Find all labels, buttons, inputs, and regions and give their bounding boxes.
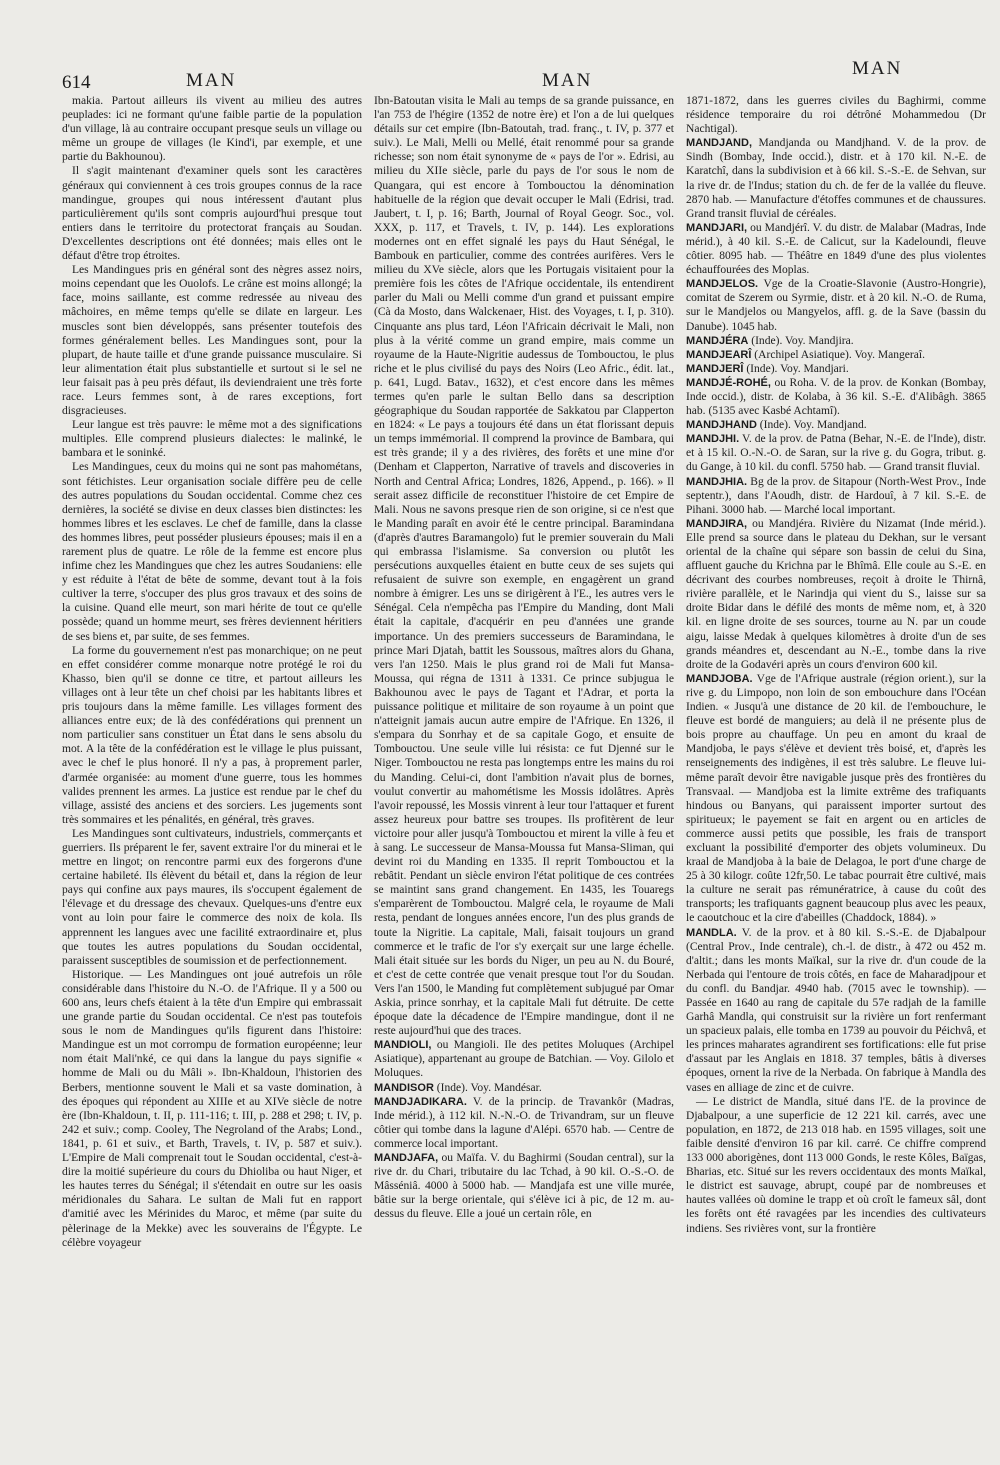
entry-headword: MANDJAND,	[686, 137, 752, 150]
dictionary-entry	[374, 1081, 674, 1095]
dictionary-entry	[374, 1038, 674, 1080]
entry-text: (Archipel Asiatique). Voy. Mangeraî.	[751, 348, 925, 361]
paragraph: Les Mandingues, ceux du moins qui ne sont pas mahométans, sont fétichistes. Leur organisation sociale diffère peu de celle des autres populations du Soudan occidental. Comme chez ces dernières, la société se divise en deux classes bien distinctes: les hommes libres et les esclaves. Le chef de famille, dans la classe des hommes libres, peut posséder plusieurs épouses; mais il en a rarement plus de quatre. Le rôle de la femme est encore plus infime chez les Mandingues que chez les autres Soudaniens: elle y est réduite à l'état de bête de somme, devant tout à la fois cultiver la terre, s'occuper des plus gros travaux et des soins de la cuisine. Quand elle meurt, son mari hérite de tout ce qu'elle possède; quand un homme meurt, ses frères deviennent héritiers de ses biens et, par suite, de ses femmes.	[62, 461, 362, 643]
paragraph: Leur langue est très pauvre: le même mot a des significations multiples. Elle comprend plusieurs dialectes: le malinké, le bambara et le soninké.	[62, 419, 362, 460]
paragraph: — Le district de Mandla, situé dans l'E. de la province de Djabalpour, a une superficie de 12 221 kil. carrés, avec une population, en 1872, de 213 018 hab. en 1595 villages, soit une faible densité d'environ 16 par kil. carré. Ce chiffre comprend 133 000 aborigènes, dont 113 000 Gonds, le reste Kôles, Baïgas, Bharias, etc. Situé sur les revers occidentaux des monts Maïkal, le district est sauvage, abrupt, coupé par de nombreuses et hautes vallées où domine le trapp et où croît le fameux sâl, dont les forêts ont été ravagées par les incendies des cultivateurs indiens. Ses rivières vont, sur la frontière	[686, 1095, 986, 1235]
entry-headword: MANDJELOS.	[686, 278, 759, 291]
entry-headword: MANDISOR	[374, 1081, 434, 1094]
column-3	[686, 94, 986, 1454]
entry-headword: MANDJEARÎ	[686, 348, 752, 361]
entry-headword: MANDIOLI,	[374, 1039, 432, 1052]
entry-headword: MANDJOBA.	[686, 672, 753, 685]
entry-text: ou Roha. V. de la prov. de Konkan (Bombay, Inde occid.), distr. de Kolaba, à 36 kil. S.-E. d'Alibâgh. 3865 hab. (5135 avec Kasbé Achtamî).	[686, 376, 986, 418]
paragraph: La forme du gouvernement n'est pas monarchique; on ne peut en effet considérer comme monarque notre protégé le roi du Khasso, bien qu'il se donne ce titre, et partout ailleurs les villages ont à leur tête un chef choisi par les habitants libres et pris toujours dans la même famille. Les villages forment des alliances entre eux; de là des confédérations qui prennent un nom particulier sans constituer un État dans le sens absolu du mot. A la tête de la confédération est le village le plus puissant, avec le chef le plus honoré. Il n'y a pas, à proprement parler, d'armée organisée: au moment d'une guerre, tous les hommes valides prennent les armes. La justice est rendue par le chef du village, assisté des anciens et des sorciers. Les jugements sont très sommaires et les pénalités, en général, très graves.	[62, 644, 362, 826]
entry-headword: MANDJIRA,	[686, 517, 748, 530]
dictionary-entry	[686, 334, 986, 348]
page-header	[62, 58, 976, 92]
paragraph: 1871-1872, dans les guerres civiles du Baghirmi, comme résidence temporaire du roi détrôné Mohammedou (Dr Nachtigal).	[686, 95, 986, 136]
paragraph: Les Mandingues pris en général sont des nègres assez noirs, moins cependant que les Ouolofs. Le crâne est moins allongé; la face, moins saillante, est comme redressée au niveau des mâchoires, en même temps qu'elle se dilate en largeur. Les muscles sont bien développés, sans présenter toutefois des formes généralement belles. Les Mandingues sont, pour la plupart, de haute taille et d'une grande puissance musculaire. Si leur alimentation était plus substantielle et surtout si le sel ne leur faisait pas à peu près défaut, ils deviendraient une très forte race. Leurs femmes sont, à de rares exceptions, fort disgracieuses.	[62, 264, 362, 418]
entry-headword: MANDJERÎ	[686, 362, 744, 375]
entry-text: V. de la princip. de Travankôr (Madras, Inde mérid.), à 112 kil. N.-N.-O. de Trivandram, sur un fleuve côtier qui tombe dans la lagune d'Alépi. 6570 hab. — Centre de commerce local important.	[374, 1095, 674, 1150]
dictionary-entry	[686, 362, 986, 376]
entry-headword: MANDJHAND	[686, 419, 757, 432]
entry-text: Bg de la prov. de Sitapour (North-West Prov., Inde septentr.), dans l'Aoudh, distr. de Hardouî, à 7 kil. S.-E. de Pihani. 3000 hab. — Marché local important.	[686, 475, 986, 516]
column-1	[62, 94, 362, 1454]
running-head-right: MAN	[852, 58, 903, 79]
entry-headword: MANDJARI,	[686, 221, 748, 234]
paragraph: Les Mandingues sont cultivateurs, industriels, commerçants et guerriers. Ils préparent le fer, savent extraire l'or du minerai et le mettre en lingot; on rencontre parmi eux des forgerons d'une certaine habileté. Ils élèvent du bétail et, dans la région de leur pays qui confine aux pays maures, ils s'occupent également de l'élevage et du dressage des chevaux. Quelques-uns d'entre eux vont au loin pour faire le commerce des noix de kola. Ils apprennent les langues avec une facilité extraordinaire et, plus que toutes les autres populations du Soudan occidental, paraissent susceptibles de soumission et de perfectionnement.	[62, 827, 362, 967]
running-head-left: MAN	[186, 70, 237, 91]
entry-headword: MANDLA.	[686, 926, 737, 939]
entry-text: ou Mangioli. Ile des petites Moluques (Archipel Asiatique), appartenant au groupe de Batchian. — Voy. Gilolo et Moluques.	[374, 1039, 674, 1080]
entry-headword: MANDJADIKARA.	[374, 1095, 467, 1108]
dictionary-entry	[686, 348, 986, 362]
paragraph: Ibn-Batoutan visita le Mali au temps de sa grande puissance, en l'an 753 de l'hégire (1352 de notre ère) et l'on a de lui quelques détails sur cet empire (Ibn-Batoutah, trad. franç., t. IV, p. 377 et suiv.). Le Mali, Melli ou Mellé, était renommé pour sa grande richesse; son nom était synonyme de « pays de l'or ». Edrisi, au milieu du XIIe siècle, parle du pays de l'or sous le nom de Quangara, qui est encore à Tombouctou la dénomination habituelle de la région que devait occuper le Mali (Edrisi, trad. Jaubert, t. I, p. 16; Barth, Journal of Royal Geogr. Soc., vol. XXX, p. 117, et Travels, t. IV, p. 144). Les explorations modernes ont en effet signalé les pays du Haut Sénégal, le Bambouk en particulier, comme des contrées aurifères. Vers le milieu du XVe siècle, alors que les Portugais visitaient pour la première fois les côtes de l'Afrique occidentale, ils entendirent parler du Mali ou Melli comme d'un grand et puissant empire (Cà da Mosto, dans Walckenaer, Hist. des Voyages, t. I, p. 310). Cinquante ans plus tard, Léon l'Africain décrivait le Mali, non plus à la vérité comme un grand empire, mais comme un royaume de la Haute-Nigritie audessus de Tombouctou, le plus riche et le plus civilisé du pays des Noirs (Leo Afric., édit. lat., p. 641, Lugd. Batav., 1632), et c'est encore dans les mêmes termes qu'en parle le sultan Bello dans sa description géographique du Soudan rapportée de Sakkatou par Clapperton en 1824: « Le pays a toujours été dans un état florissant depuis un temps immémorial. Il comprend la province de Bambara, qui est très grande; il y a des rivières, des forêts et une mine d'or (Denham et Clapperton, Narrative of travels and discoveries in North and Central Africa; Londres, 1826, Append., p. 166). » Il serait assez difficile de reconstituer l'histoire de cet Empire de Mali. Nous ne savons presque rien de son origine, si ce n'est que le Manding paraît en avoir été le centre principal. Baramindana (d'après d'autres Baramangolo) fut le premier souverain du Mali qui embrassa l'islamisme. Sa conversion ou plutôt les persécutions auxquelles étaient en butte ceux de ses sujets qui refusaient de suivre son exemple, en engagèrent un grand nombre à émigrer. Les uns se dirigèrent à l'E., les autres vers le Sénégal. Cela n'empêcha pas l'Empire du Manding, dont Mali était la capitale, d'acquérir en peu d'années une grande importance. Un des premiers successeurs de Baramindana, le prince Mari Djatah, battit les Soussous, maîtres alors du Ghana, vers l'an 1250. Mais le plus grand roi de Mali fut Mansa-Moussa, qui régna de 1311 à 1331. Ce prince subjugua le Bakhounou avec le pays de Tagant et l'Adrar, et porta la puissance politique et militaire de son royaume à un point que n'atteignit jamais aucun autre empire de l'Afrique. En 1326, il s'empara du Sonrhay et de sa capitale Gogo, et ensuite de Tombouctou. Une seule ville lui résista: ce fut Djenné sur le Niger. Tombouctou ne resta pas longtemps entre les mains du roi du Manding. Celui-ci, dont l'ambition n'avait plus de bornes, voulut convertir au mahométisme les Mossis idolâtres. Après l'avoir repoussé, les Mossis vinrent à leur tour l'attaquer et furent assez heureux pour battre ses troupes. Ils profitèrent de leur victoire pour aller jusqu'à Tombouctou et mirent la ville à feu et à sang. Le successeur de Mansa-Moussa fut Mansa-Sliman, qui devint roi du Manding en 1335. Il reprit Tombouctou et la rebâtit. Pendant un siècle environ l'état politique de ces contrées se maintint sans grand changement. En 1435, les Touaregs s'emparèrent de Tombouctou. Malgré cela, le royaume de Mali resta, pendant de longues années encore, l'un des plus grands de toute la Nigritie. La capitale, Mali, faisait toujours un grand commerce et le trafic de l'or s'y exerçait sur une large échelle. Mali était située sur les bords du Niger, un peu au N. du Bouré, et c'est de cette contrée que venait presque tout l'or du Soudan. Vers l'an 1500, le Manding fut complètement subjugué par Omar Askia, prince sonrhay, et la capitale Mali fut détruite. De cette époque date la décadence de l'Empire mandingue, dont il ne reste aujourd'hui que des traces.	[374, 95, 674, 1038]
dictionary-entry	[686, 221, 986, 277]
dictionary-entry	[686, 376, 986, 418]
dictionary-entry	[686, 418, 986, 432]
entry-headword: MANDJHIA.	[686, 475, 748, 488]
page-number: 614	[62, 72, 91, 93]
paragraph: Historique. — Les Mandingues ont joué autrefois un rôle considérable dans l'histoire du N.-O. de l'Afrique. Il y a 500 ou 600 ans, leurs chefs étaient à la tête d'un Empire qui embrassait une grande partie du Soudan occidental. Ce n'est pas toutefois sous le nom de Mandingues qu'ils figurent dans l'histoire: Mandingue est un mot corrompu de formation européenne; leur nom était Mali'nké, ce qui dans la langue du pays signifie « homme de Mali ou du Mâli ». Ibn-Khaldoun, l'historien des Berbers, mentionne souvent le Mali et sa vaste domination, à des époques qui répondent au XIIIe et au XIVe siècle de notre ère (Ibn-Khaldoun, t. II, p. 111-116; t. III, p. 288 et 298; t. IV, p. 242 et suiv.; comp. Cooley, The Negroland of the Arabs; Lond., 1841, p. 61 et suiv., et Barth, Travels, t. IV, p. 587 et suiv.). L'Empire de Mali comprenait tout le Soudan occidental, c'est-à-dire la moitié supérieure du cours du Dhioliba ou haut Niger, et les hautes terres du Sénégal; il s'étendait en outre sur les oasis méridionales du Sahara. Le sultan de Mali fut en rapport d'amitié avec les Mérinides du Maroc, et même (par suite du pèlerinage de la Mekke) avec les souverains de l'Égypte. Le célèbre voyageur	[62, 968, 362, 1249]
running-head-center: MAN	[542, 70, 593, 91]
entry-text: (Inde). Voy. Mandésar.	[433, 1081, 542, 1094]
entry-text: ou Maïfa. V. du Baghirmi (Soudan central), sur la rive dr. du Chari, tributaire du lac Tchad, à 90 kil. O.-S.-O. de Mâsséniâ. 4000 à 5000 hab. — Mandjafa est une ville murée, bâtie sur la berge orientale, qui s'élève ici à pic, de 12 m. au-dessus du fleuve. Elle a joué un certain rôle, en	[374, 1152, 674, 1221]
entry-headword: MANDJHI.	[686, 433, 740, 446]
dictionary-entry	[686, 517, 986, 672]
entry-headword: MANDJAFA,	[374, 1152, 439, 1165]
entry-headword: MANDJÉRA	[686, 334, 749, 347]
dictionary-entry	[686, 672, 986, 926]
dictionary-entry	[686, 432, 986, 474]
entry-text: V. de la prov. de Patna (Behar, N.-E. de l'Inde), distr. et à 15 kil. O.-N.-O. de Saran, sur la rive g. du Gogra, tribut. g. du Gange, à 10 kil. du confl. 5750 hab. — Grand transit fluvial.	[686, 433, 986, 474]
column-2	[374, 94, 674, 1454]
dictionary-entry	[686, 926, 986, 1095]
entry-text: Vge de la Croatie-Slavonie (Austro-Hongrie), comitat de Szerem ou Syrmie, distr. et à 20 kil. N.-O. de Ruma, sur le Mandjelos ou Mangyelos, affl. g. de la Save (bassin du Danube). 1045 hab.	[686, 278, 986, 333]
entry-text: Vge de l'Afrique australe (région orient.), sur la rive g. du Limpopo, non loin de son embouchure dans l'Océan Indien. « Jusqu'à une distance de 20 kil. de l'embouchure, le fleuve est bordé de manguiers; au delà il ne présente plus de bois propre au chauffage. Un peu en amont du kraal de Mandjoba, le pays s'élève et devient très boisé, et, d'après les renseignements des indigènes, il est très salubre. Le fleuve lui-même paraît devoir être navigable jusque près des frontières du Transvaal. — Mandjoba est la limite extrême des trafiquants hindous ou Banyans, qui paraissent importer surtout des spiritueux; le payement se fait en argent ou en articles de commerce aussi petits que possible, les frais de transport excluant la possibilité d'emporter des objets volumineux. Du kraal de Mandjoba à la baie de Delagoa, le port d'une charge de 25 à 30 kilogr. coûte 12fr,50. Le tabac pourrait être cultivé, mais la culture ne serait pas rémunératrice, à cause du coût des transports; les trafiquants gagnent beaucoup plus avec les peaux, le caoutchouc et la cire d'abeilles (Chaddock, 1884). »	[686, 672, 986, 925]
entry-text: Mandjanda ou Mandjhand. V. de la prov. de Sindh (Bombay, Inde occid.), distr. et à 170 kil. N.-E. de Karatchî, dans la subdivision et à 66 kil. S.-S.-E. de Sehvan, sur la rive dr. de l'Indus; station du ch. de fer de la vallée du fleuve. 2870 hab. — Manufacture d'étoffes communes et de chaussures. Grand transit fluvial de céréales.	[686, 137, 986, 220]
dictionary-entry	[686, 277, 986, 333]
entry-text: (Inde). Voy. Mandjand.	[756, 419, 867, 432]
dictionary-entry	[686, 475, 986, 517]
paragraph: makia. Partout ailleurs ils vivent au milieu des autres peuplades: ici ne formant qu'une faible partie de la population d'un village, là au contraire occupant presque seuls un village ou même un groupe de villages (le Kind'i, par exemple, et une partie du Bakhounou).	[62, 95, 362, 164]
dictionary-entry	[374, 1095, 674, 1151]
entry-text: (Inde). Voy. Mandjari.	[743, 362, 849, 375]
entry-headword: MANDJÉ-ROHÉ,	[686, 376, 771, 389]
entry-text: V. de la prov. et à 80 kil. S.-S.-E. de Djabalpour (Central Prov., Inde centrale), ch.-l. de distr., à 472 ou 452 m. d'altit.; dans les monts Maïkal, sur la rive dr. d'un coude de la Nerbada qui l'entoure de trois côtés, en face de Maharadjpour et du confl. du Bandjar. 4940 hab. (7015 avec le township). — Passée en 1640 au rang de capitale du 57e radjah de la famille Garhâ Mandla, qui construisit sur la rivière un fort renfermant un spacieux palais, elle tomba en 1739 au pouvoir du Péichvâ, et les princes maharates agrandirent ses fortifications: elle fut prise d'assaut par les Anglais en 1818. 37 temples, bâtis à diverses époques, ornent la rive de la Nerbada. On fabrique à Mandla des vases en alliage de zinc et de cuivre.	[686, 926, 986, 1094]
dictionary-entry	[686, 136, 986, 221]
dictionary-entry	[374, 1151, 674, 1221]
entry-text: ou Mandjéra. Rivière du Nizamat (Inde mérid.). Elle prend sa source dans le plateau du Dekhan, sur le versant oriental de la chaîne qui sépare son bassin de celui du Sina, affluent gauche du Krichna par le Bhîmâ. Elle coule au S.-E. en décrivant des courbes nombreuses, reçoit à droite le Thirnâ, rivière parallèle, et le Narindja qui vient du S., laisse sur sa droite Bidar dans le défilé des monts de même nom, et, à 320 kil. en ligne droite de ses sources, tourne au N. par un coude aigu, laisse Medak à quelques kilomètres à droite d'un de ses grands méandres et, descendant au N.-E., tombe dans la rive droite de la Godavéri après un cours d'environ 600 kil.	[686, 517, 986, 671]
paragraph: Il s'agit maintenant d'examiner quels sont les caractères généraux qui conviennent à ces trois groupes connus de la race mandingue, groupes qui nous intéressent d'autant plus particulièrement qu'ils sont compris aujourd'hui presque tout entiers dans le territoire du protectorat français au Soudan. D'excellentes descriptions ont été données; mais elles ont le défaut d'être trop étroites.	[62, 165, 362, 263]
text-columns	[62, 94, 986, 1454]
entry-text: ou Mandjérî. V. du distr. de Malabar (Madras, Inde mérid.), à 40 kil. S.-E. de Calicut, sur la Kadeloundi, fleuve côtier. 8095 hab. — Théâtre en 1849 d'une des plus violentes échauffourées des Moplas.	[686, 221, 986, 277]
entry-text: (Inde). Voy. Mandjira.	[748, 334, 854, 347]
